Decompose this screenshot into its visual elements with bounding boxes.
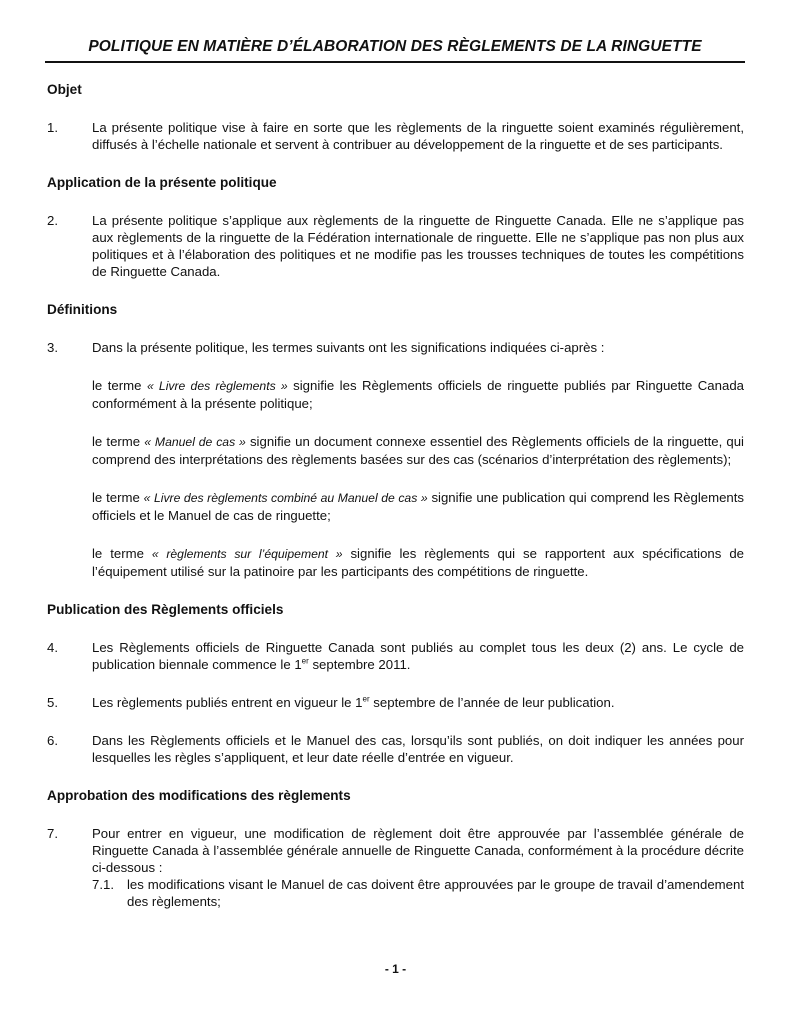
definition-prefix: le terme xyxy=(92,490,144,505)
paragraph-text: La présente politique vise à faire en sorte que les règlements de la ringuette soient examinés régulièrement, diffusés à l’échelle nationale et servent à contribuer au développement de la ringuette et de ses participants. xyxy=(92,120,744,152)
definition-prefix: le terme xyxy=(92,546,152,561)
definition-text: signifie les règlements qui se rapportent aux spécifications de l’équipement utilisé sur la patinoire par les participants des compétitions de ringuette. xyxy=(92,546,744,579)
paragraph-7 xyxy=(47,825,744,910)
definition-term: « Livre des règlements » xyxy=(146,379,288,393)
page-title: POLITIQUE EN MATIÈRE D’ÉLABORATION DES RÈGLEMENTS DE LA RINGUETTE xyxy=(45,38,745,63)
paragraph-number: 6. xyxy=(47,733,58,748)
definition-prefix: le terme xyxy=(92,378,147,393)
paragraph-3 xyxy=(47,339,744,356)
paragraph-text: La présente politique s’applique aux règlements de la ringuette de Ringuette Canada. Elle ne s’applique pas aux règlements de la ringuette de la Fédération internationale de ringuette. Elle ne s’applique pas non plus aux politiques et à l’élaboration des politiques et ne modifie pas les trousses techniques de toutes les compétitions de Ringuette Canada. xyxy=(92,213,744,279)
paragraph-number: 3. xyxy=(47,340,58,355)
ordinal-superscript: er xyxy=(362,694,370,704)
paragraph-text: Les Règlements officiels de Ringuette Canada sont publiés au complet tous les deux (2) ans. Le cycle de publication biennale commence le 1 xyxy=(92,640,744,672)
ordinal-superscript: er xyxy=(301,656,309,666)
paragraph-number: 5. xyxy=(47,695,58,710)
definition-term: « Manuel de cas » xyxy=(144,435,246,449)
paragraph-2 xyxy=(47,212,744,280)
subparagraph-7-1 xyxy=(92,876,744,910)
paragraph-number: 7. xyxy=(47,826,58,841)
section-heading-publication: Publication des Règlements officiels xyxy=(47,602,284,617)
definition-text: signifie un document connexe essentiel des Règlements officiels de la ringuette, qui comprend des interprétations des règlements basées sur des cas (scénarios d’interprétation des règlements); xyxy=(92,434,744,467)
definition-text: signifie une publication qui comprend les Règlements officiels et le Manuel de cas de ringuette; xyxy=(92,490,744,523)
subparagraph-number: 7.1. xyxy=(92,877,114,892)
paragraph-text-end: septembre 2011. xyxy=(308,657,411,672)
definition-reglements-equipement xyxy=(47,545,744,580)
definition-prefix: le terme xyxy=(92,434,145,449)
section-heading-objet: Objet xyxy=(47,82,82,97)
paragraph-4 xyxy=(47,639,744,673)
section-heading-approbation: Approbation des modifications des règlements xyxy=(47,788,351,803)
paragraph-text: Dans la présente politique, les termes suivants ont les significations indiquées ci-après : xyxy=(92,340,605,355)
paragraph-5 xyxy=(47,694,744,711)
definition-term: « Livre des règlements combiné au Manuel de cas » xyxy=(143,491,428,505)
paragraph-text: Les règlements publiés entrent en vigueur le 1 xyxy=(92,695,363,710)
definition-livre-combine xyxy=(47,489,744,524)
section-heading-application: Application de la présente politique xyxy=(47,175,277,190)
definition-manuel-de-cas xyxy=(47,433,744,468)
definition-livre-des-reglements xyxy=(47,377,744,412)
paragraph-number: 2. xyxy=(47,213,58,228)
paragraph-text-end: septembre de l’année de leur publication. xyxy=(369,695,615,710)
paragraph-6 xyxy=(47,732,744,766)
paragraph-text: Dans les Règlements officiels et le Manuel des cas, lorsqu’ils sont publiés, on doit indiquer les années pour lesquelles les règles s’appliquent, et leur date réelle d’entrée en vigueur. xyxy=(92,733,744,765)
paragraph-number: 1. xyxy=(47,120,58,135)
paragraph-number: 4. xyxy=(47,640,58,655)
document-body xyxy=(47,81,744,910)
definition-text: signifie les Règlements officiels de ringuette publiés par Ringuette Canada conformément à la présente politique; xyxy=(92,378,744,411)
page-number: - 1 - xyxy=(384,962,407,976)
paragraph-1 xyxy=(47,119,744,153)
paragraph-text: Pour entrer en vigueur, une modification de règlement doit être approuvée par l’assemblée générale de Ringuette Canada à l’assemblée générale annuelle de Ringuette Canada, conformément à la procédure décrite ci-dessous : xyxy=(92,826,744,875)
subparagraph-text: les modifications visant le Manuel de cas doivent être approuvées par le groupe de travail d’amendement des règlements; xyxy=(127,877,744,909)
section-heading-definitions: Définitions xyxy=(47,302,118,317)
definition-term: « règlements sur l’équipement » xyxy=(151,547,343,561)
